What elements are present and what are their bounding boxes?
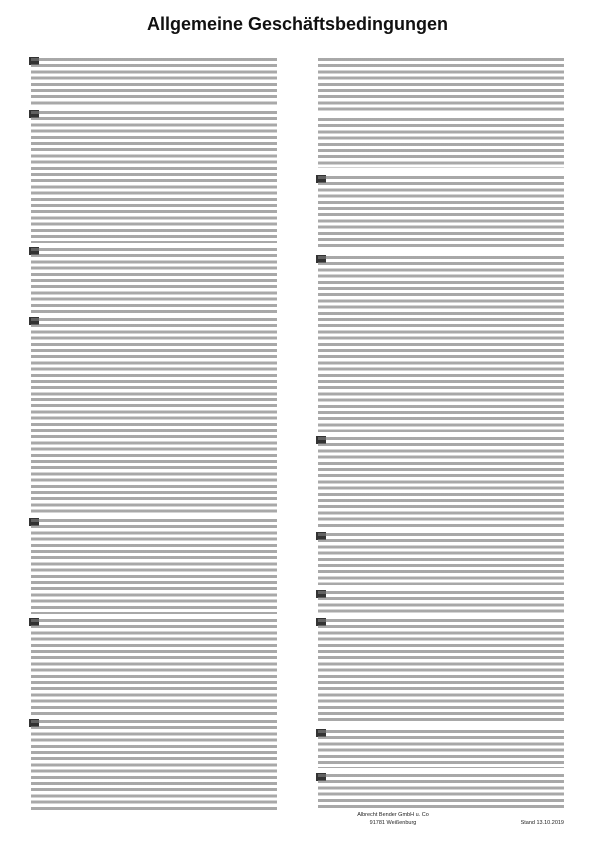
clause-4-continued: [31, 398, 277, 513]
footer-company: Albrecht Bender GmbH u. Co: [357, 812, 429, 818]
clause-14: [318, 591, 564, 613]
clause-16: [318, 730, 564, 768]
clause-4: [31, 318, 277, 398]
clause-15: [318, 619, 564, 724]
clause-11: [318, 256, 564, 432]
clause-12: [318, 437, 564, 527]
document-title: Allgemeine Geschäftsbedingungen: [146, 14, 449, 34]
left-column: [31, 58, 277, 810]
clause-17: [318, 774, 564, 810]
clause-5: [31, 519, 277, 614]
clause-2: [31, 111, 277, 243]
clause-9-continued: [318, 58, 564, 114]
footer-date: Stand 13.10.2019: [520, 820, 564, 826]
clause-3: [31, 248, 277, 313]
footer-address: 91781 Weißenburg: [369, 820, 417, 826]
clause-9-force-majeure: [318, 118, 564, 168]
clause-13: [318, 533, 564, 585]
clause-7: [31, 720, 277, 810]
clause-6: [31, 619, 277, 715]
right-column: [318, 58, 564, 810]
clause-1: [31, 58, 277, 105]
clause-10: [318, 176, 564, 250]
